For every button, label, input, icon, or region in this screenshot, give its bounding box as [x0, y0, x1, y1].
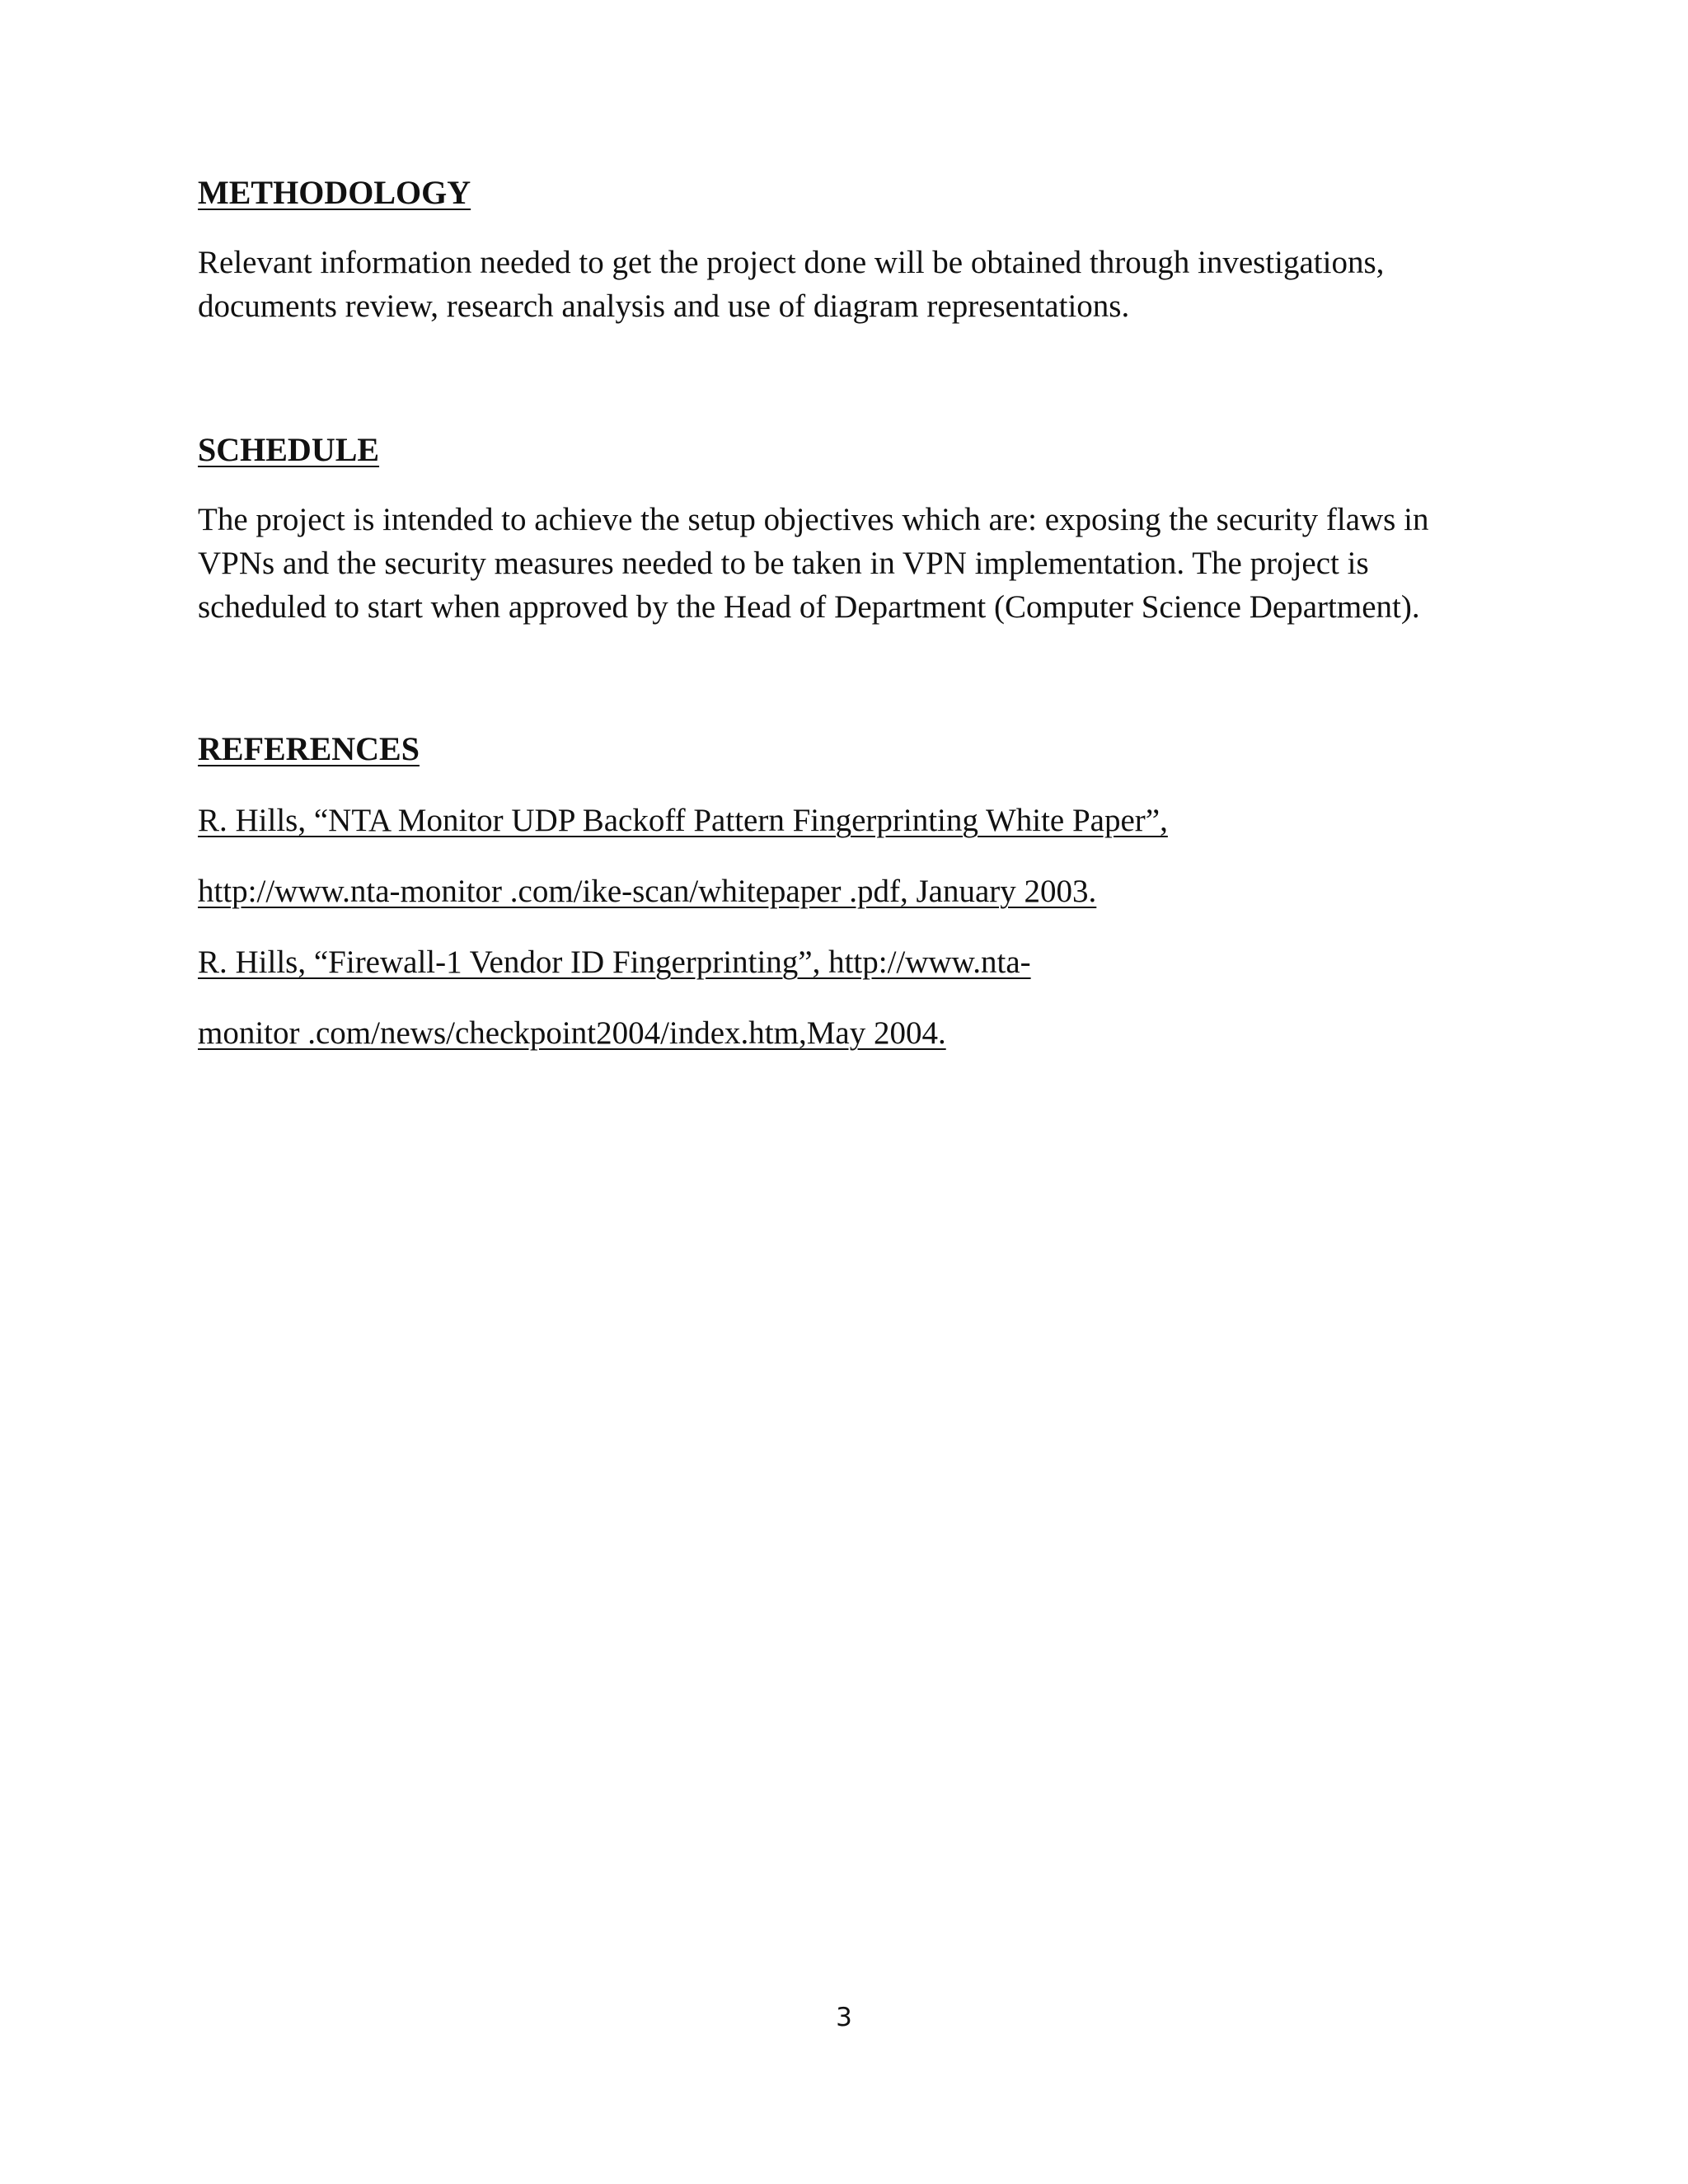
page-number: 3 [836, 2003, 852, 2032]
reference-entry[interactable]: http://www.nta-monitor .com/ike-scan/whitepaper .pdf, January 2003. [198, 874, 1097, 909]
methodology-paragraph [198, 241, 1533, 328]
reference-entry[interactable]: R. Hills, “NTA Monitor UDP Backoff Pattern Fingerprinting White Paper”, [198, 803, 1168, 838]
schedule-line: scheduled to start when approved by the Head of Department (Computer Science Department). [198, 589, 1420, 625]
schedule-line: VPNs and the security measures needed to be taken in VPN implementation. The project is [198, 546, 1369, 581]
schedule-heading: SCHEDULE [198, 431, 380, 468]
methodology-heading: METHODOLOGY [198, 174, 471, 211]
schedule-paragraph [198, 498, 1533, 629]
schedule-line: The project is intended to achieve the setup objectives which are: exposing the security flaws in [198, 502, 1429, 537]
methodology-line: documents review, research analysis and use of diagram representations. [198, 288, 1130, 324]
reference-entry[interactable]: R. Hills, “Firewall-1 Vendor ID Fingerprinting”, http://www.nta- [198, 944, 1031, 980]
references-heading: REFERENCES [198, 730, 420, 767]
reference-entry[interactable]: monitor .com/news/checkpoint2004/index.htm,May 2004. [198, 1015, 946, 1051]
methodology-line: Relevant information needed to get the project done will be obtained through investigations, [198, 245, 1385, 280]
